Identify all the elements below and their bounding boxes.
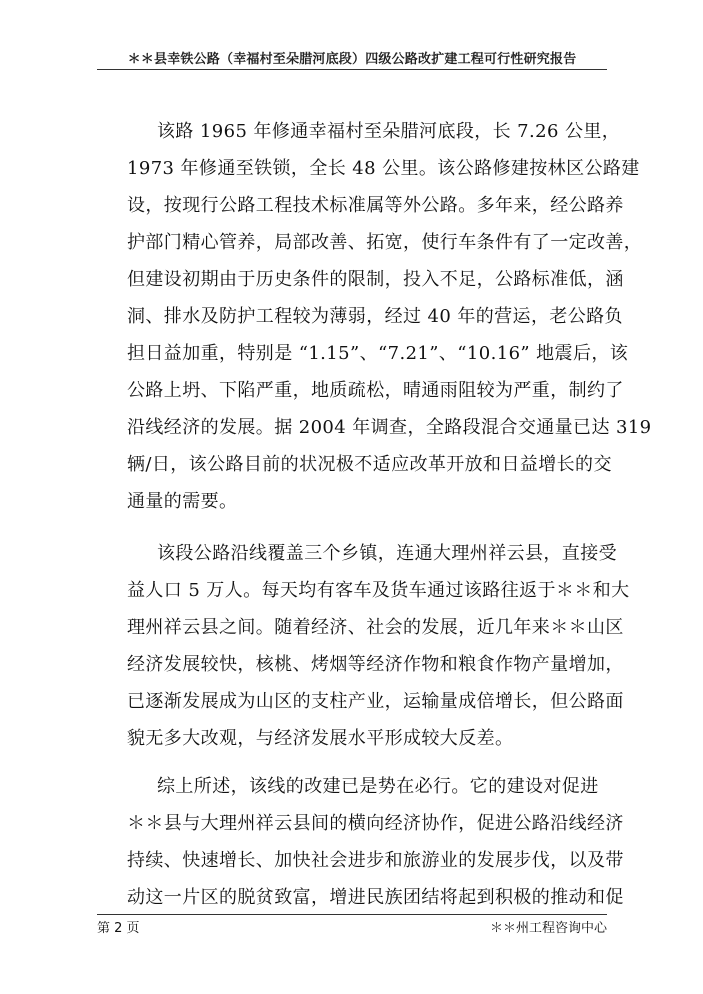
paragraph-line: 该路 1965 年修通幸福村至朵腊河底段，长 7.26 公里， (157, 121, 621, 142)
paragraph-line: 护部门精心管养，局部改善、拓宽，使行车条件有了一定改善， (127, 232, 643, 253)
paragraph-line: 已逐渐发展成为山区的支柱产业，运输量成倍增长，但公路面 (127, 691, 624, 712)
paragraph-line: 公路上坍、下陷严重，地质疏松，晴通雨阻较为严重，制约了 (127, 380, 624, 401)
paragraph-line: 担日益加重，特别是 “1.15”、“7.21”、“10.16” 地震后，该 (127, 343, 629, 364)
paragraph-line: 洞、排水及防护工程较为薄弱，经过 40 年的营运，老公路负 (127, 306, 623, 327)
page-number: 第 2 页 (97, 921, 140, 936)
footer-divider (97, 914, 607, 915)
header-divider (97, 69, 607, 70)
paragraph-line: 益人口 5 万人。每天均有客车及货车通过该路往返于＊＊和大 (127, 580, 630, 601)
paragraph-line: 沿线经济的发展。据 2004 年调查，全路段混合交通量已达 319 (127, 417, 652, 438)
paragraph-line: 理州祥云县之间。随着经济、社会的发展，近几年来＊＊山区 (127, 617, 624, 638)
running-header: ＊＊县幸铁公路（幸福村至朵腊河底段）四级公路改扩建工程可行性研究报告 (127, 52, 577, 67)
paragraph-line: ＊＊县与大理州祥云县间的横向经济协作，促进公路沿线经济 (127, 813, 624, 834)
footer-organization: ＊＊州工程咨询中心 (489, 921, 607, 936)
paragraph-line: 但建设初期由于历史条件的限制，投入不足，公路标准低，涵 (127, 269, 624, 290)
paragraph-line: 经济发展较快，核桃、烤烟等经济作物和粮食作物产量增加， (127, 654, 624, 675)
paragraph-line: 辆/日，该公路目前的状况极不适应改革开放和日益增长的交 (127, 454, 612, 475)
paragraph-line: 持续、快速增长、加快社会进步和旅游业的发展步伐，以及带 (127, 850, 624, 871)
paragraph-line: 1973 年修通至铁锁，全长 48 公里。该公路修建按林区公路建 (127, 158, 640, 179)
paragraph-line: 设，按现行公路工程技术标准属等外公路。多年来，经公路养 (127, 195, 624, 216)
paragraph-line: 通量的需要。 (127, 491, 238, 512)
paragraph-line: 该段公路沿线覆盖三个乡镇，连通大理州祥云县，直接受 (157, 543, 617, 564)
paragraph-line: 综上所述，该线的改建已是势在必行。它的建设对促进 (157, 776, 599, 797)
paragraph-line: 动这一片区的脱贫致富，增进民族团结将起到积极的推动和促 (127, 887, 624, 908)
paragraph-line: 貌无多大改观，与经济发展水平形成较大反差。 (127, 728, 514, 749)
